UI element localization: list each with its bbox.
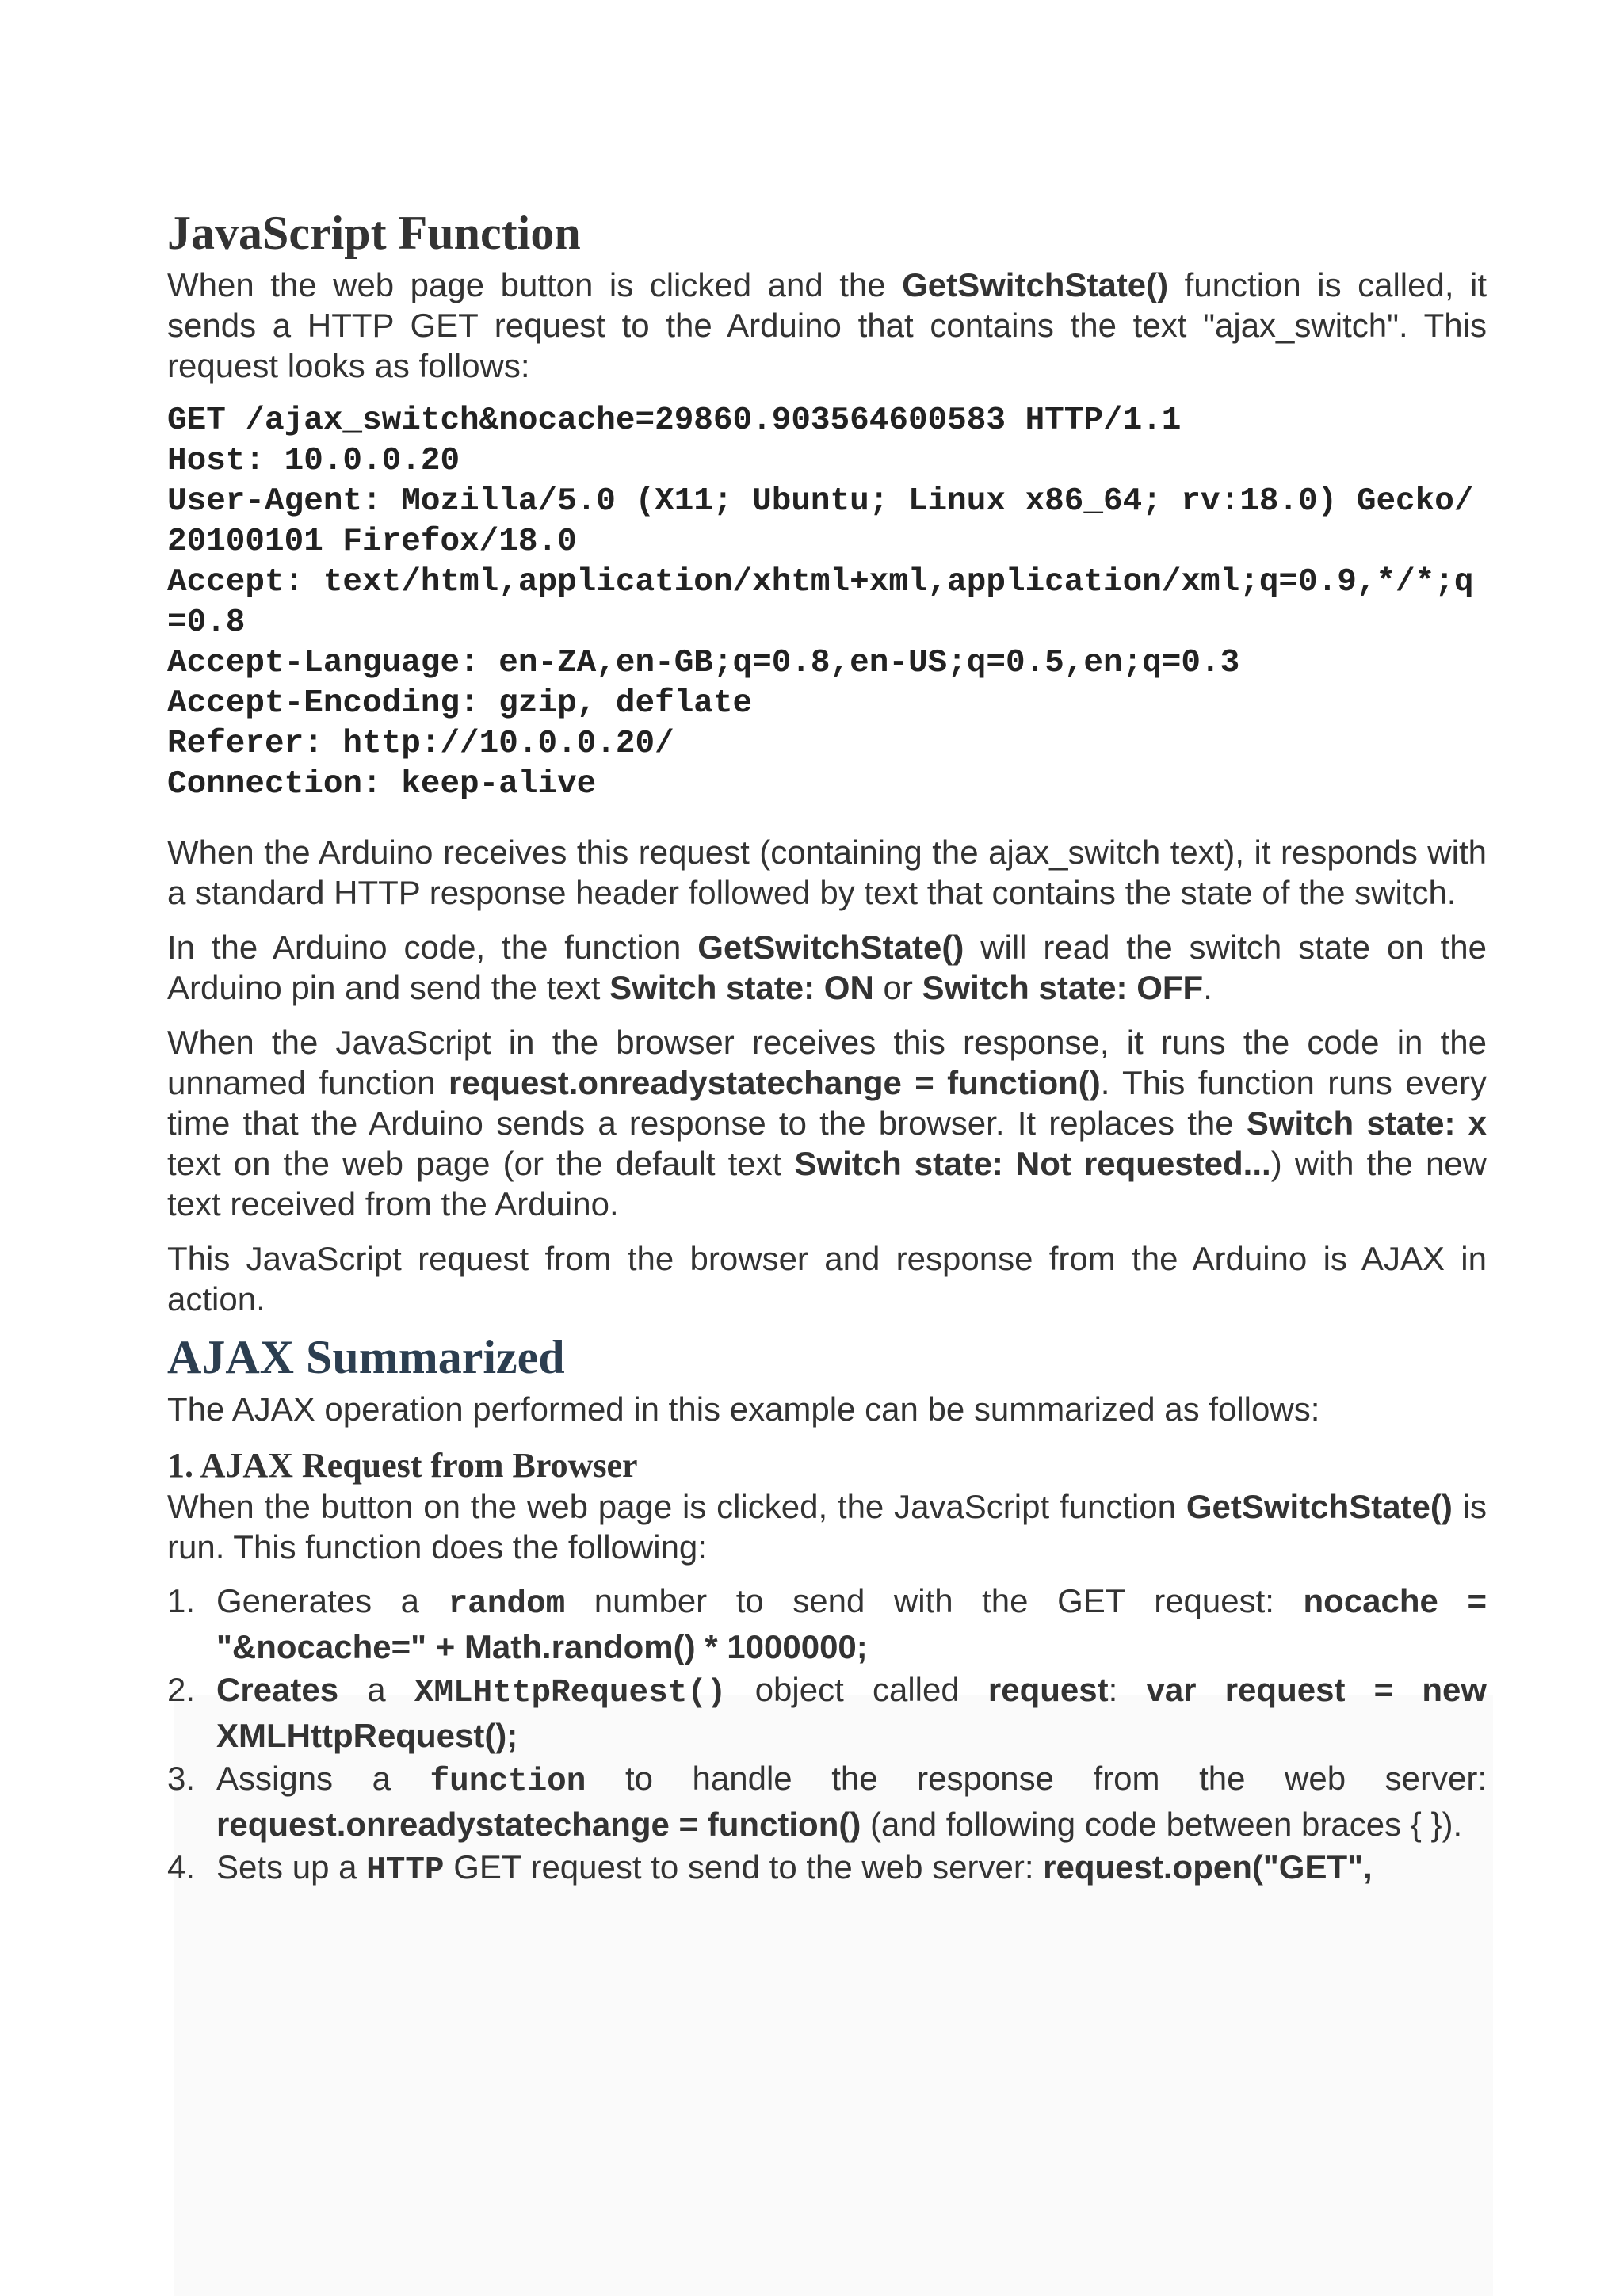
- para-browser-text-1: When the JavaScript in the browser receives this response, it runs the code in the unnamed function: [167, 1024, 1487, 1101]
- list-item: [167, 1669, 1487, 1757]
- step-bold: request.open("GET",: [1043, 1848, 1373, 1886]
- intro-paragraph: [167, 265, 1487, 386]
- step-code: function: [430, 1764, 586, 1800]
- ajax-request-intro: [167, 1486, 1487, 1567]
- step-bold: var request = new XMLHttpRequest();: [216, 1671, 1487, 1754]
- step-text: :: [1108, 1671, 1147, 1708]
- step-code: XMLHttpRequest(): [414, 1675, 727, 1711]
- para-browser-state-x: Switch state: x: [1246, 1104, 1487, 1142]
- document-page: [167, 198, 1487, 1892]
- paragraph-ajax-in-action: This JavaScript request from the browser and response from the Arduino is AJAX in action.: [167, 1240, 1487, 1318]
- para-browser-text-4: ) with the new text received from the Arduino.: [167, 1145, 1487, 1222]
- sub-intro-text-1: When the button on the web page is clicked, the JavaScript function: [167, 1488, 1186, 1525]
- para-browser-text-2: . This function runs every time that the Arduino sends a response to the browser. It replaces the: [167, 1064, 1487, 1142]
- list-number: 2.: [167, 1671, 196, 1708]
- step-bold: request: [987, 1671, 1109, 1708]
- paragraph-browser-response: [167, 1022, 1487, 1224]
- sub-intro-text-2: is run. This function does the following:: [167, 1488, 1487, 1566]
- list-number: 4.: [167, 1848, 196, 1886]
- sub-intro-function-name: GetSwitchState(): [1186, 1488, 1453, 1525]
- step-bold: request.onreadystatechange = function(): [216, 1806, 861, 1843]
- step-text: Assigns a: [216, 1760, 430, 1797]
- list-item: [167, 1580, 1487, 1669]
- step-bold: nocache = "&nocache=" + Math.random() * 1000000;: [216, 1582, 1487, 1665]
- intro-text-1: When the web page button is clicked and the: [167, 266, 903, 303]
- para-code-text-1: In the Arduino code, the function: [167, 929, 698, 966]
- para-code-text-2: will read the switch state on the Arduino pin and send the text: [167, 929, 1487, 1006]
- list-number: 1.: [167, 1582, 196, 1619]
- list-item: [167, 1846, 1487, 1892]
- para-browser-default-text: Switch state: Not requested...: [794, 1145, 1271, 1182]
- para-browser-handler: request.onreadystatechange = function(): [449, 1064, 1101, 1101]
- step-text: Generates a: [216, 1582, 449, 1619]
- step-text: Sets up a: [216, 1848, 367, 1886]
- list-item: [167, 1757, 1487, 1846]
- para-code-state-on: Switch state: ON: [609, 969, 874, 1006]
- intro-function-name: GetSwitchState(): [902, 266, 1169, 303]
- para-code-function-name: GetSwitchState(): [697, 929, 964, 966]
- step-bold: Creates: [216, 1671, 339, 1708]
- step-text: object called: [726, 1671, 988, 1708]
- paragraph-arduino-receives: When the Arduino receives this request (containing the ajax_switch text), it responds with a standard HTTP response header followed by text that contains the state of the switch.: [167, 833, 1487, 911]
- heading-javascript-function: JavaScript Function: [167, 207, 581, 259]
- list-number: 3.: [167, 1760, 196, 1797]
- step-text: a: [338, 1671, 414, 1708]
- heading-ajax-summarized: AJAX Summarized: [167, 1331, 565, 1383]
- subheading-ajax-request: 1. AJAX Request from Browser: [167, 1446, 638, 1485]
- step-text: number to send with the GET request:: [565, 1582, 1304, 1619]
- step-text: to handle the response from the web server:: [586, 1760, 1487, 1797]
- http-request-block: GET /ajax_switch&nocache=29860.903564600583 HTTP/1.1 Host: 10.0.0.20 User-Agent: Mozilla/5.0 (X11; Ubuntu; Linux x86_64; rv:18.0) Gecko/20100101 Firefox/18.0 Accept: text/html,application/xhtml+xml,application/xml;q=0.9,*/*;q=0.8 Accept-Language: en-ZA,en-GB;q=0.8,en-US;q=0.5,en;q=0.3 Accept-Encoding: gzip, deflate Referer: http://10.0.0.20/ Connection: keep-alive: [167, 402, 1474, 803]
- ajax-summary-intro: The AJAX operation performed in this example can be summarized as follows:: [167, 1390, 1320, 1428]
- para-code-text-4: .: [1203, 969, 1212, 1006]
- step-code: HTTP: [366, 1852, 445, 1889]
- paragraph-arduino-code: [167, 927, 1487, 1008]
- step-text: (and following code between braces { }).: [861, 1806, 1463, 1843]
- para-code-text-3: or: [873, 969, 922, 1006]
- para-code-state-off: Switch state: OFF: [922, 969, 1204, 1006]
- step-code: random: [448, 1586, 566, 1623]
- para-browser-text-3: text on the web page (or the default text: [167, 1145, 795, 1182]
- intro-text-2: function is called, it sends a HTTP GET request to the Arduino that contains the text "ajax_switch". This request looks as follows:: [167, 266, 1487, 384]
- ajax-steps-list: [167, 1580, 1487, 1892]
- step-text: GET request to send to the web server:: [444, 1848, 1044, 1886]
